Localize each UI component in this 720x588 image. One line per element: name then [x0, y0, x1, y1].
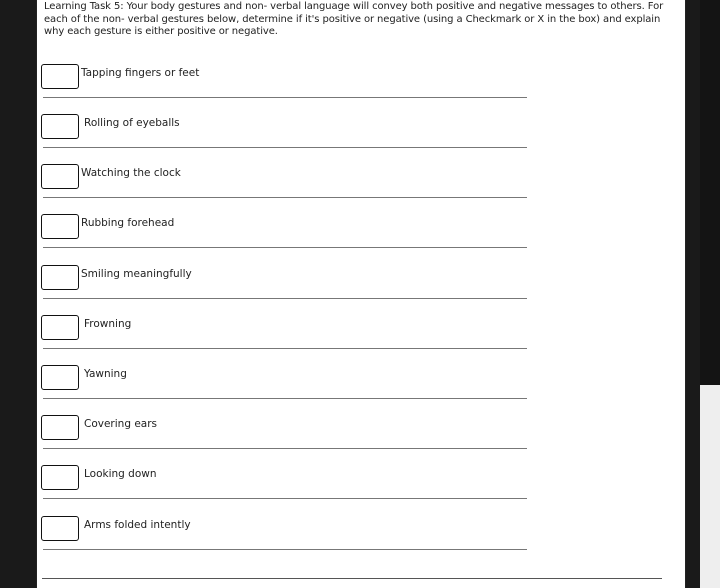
explanation-line[interactable] [43, 298, 527, 299]
gesture-item-smiling [41, 265, 661, 315]
answer-checkbox[interactable] [41, 265, 79, 290]
answer-checkbox[interactable] [41, 214, 79, 239]
explanation-line[interactable] [43, 549, 527, 550]
gesture-item-rolling-eyeballs [41, 114, 661, 164]
page-border-left [36, 0, 37, 588]
gesture-item-rubbing-forehead [41, 214, 661, 264]
gesture-label: Rubbing forehead [81, 217, 175, 229]
gesture-item-frowning [41, 315, 661, 365]
gesture-item-looking-down [41, 465, 661, 515]
gesture-label: Looking down [84, 468, 157, 480]
background-light-patch [700, 385, 720, 588]
page-bottom-rule [42, 578, 662, 579]
explanation-line[interactable] [43, 197, 527, 198]
explanation-line[interactable] [43, 147, 527, 148]
gesture-item-covering-ears [41, 415, 661, 465]
instructions-line-2: each of the non- verbal gestures below, determine if it's positive or negative (using a Checkmark or X in the box) and explain [44, 13, 661, 25]
gesture-label: Rolling of eyeballs [84, 117, 180, 129]
gesture-label: Watching the clock [81, 167, 181, 179]
answer-checkbox[interactable] [41, 64, 79, 89]
instructions-line-3: why each gesture is either positive or negative. [44, 26, 278, 37]
answer-checkbox[interactable] [41, 114, 79, 139]
explanation-line[interactable] [43, 247, 527, 248]
answer-checkbox[interactable] [41, 415, 79, 440]
explanation-line[interactable] [43, 448, 527, 449]
task-instructions [44, 1, 676, 39]
instructions-line-1: Learning Task 5: Your body gestures and non- verbal language will convey both positive and negative messages to others. For [44, 1, 664, 12]
answer-checkbox[interactable] [41, 315, 79, 340]
gesture-item-arms-folded [41, 516, 661, 566]
gesture-label: Covering ears [84, 418, 158, 430]
answer-checkbox[interactable] [41, 164, 79, 189]
gesture-label: Smiling meaningfully [81, 268, 192, 280]
answer-checkbox[interactable] [41, 465, 79, 490]
gesture-label: Yawning [84, 368, 127, 380]
explanation-line[interactable] [43, 498, 527, 499]
gesture-label: Frowning [84, 318, 132, 330]
answer-checkbox[interactable] [41, 365, 79, 390]
explanation-line[interactable] [43, 398, 527, 399]
explanation-line[interactable] [43, 97, 527, 98]
worksheet-page [36, 0, 686, 588]
gesture-item-watching-clock [41, 164, 661, 214]
page-border-right [685, 0, 686, 588]
gesture-label: Arms folded intently [84, 519, 191, 531]
explanation-line[interactable] [43, 348, 527, 349]
gesture-label: Tapping fingers or feet [81, 67, 200, 79]
gesture-item-tapping [41, 64, 661, 114]
background-edge [700, 0, 720, 588]
gesture-item-yawning [41, 365, 661, 415]
answer-checkbox[interactable] [41, 516, 79, 541]
